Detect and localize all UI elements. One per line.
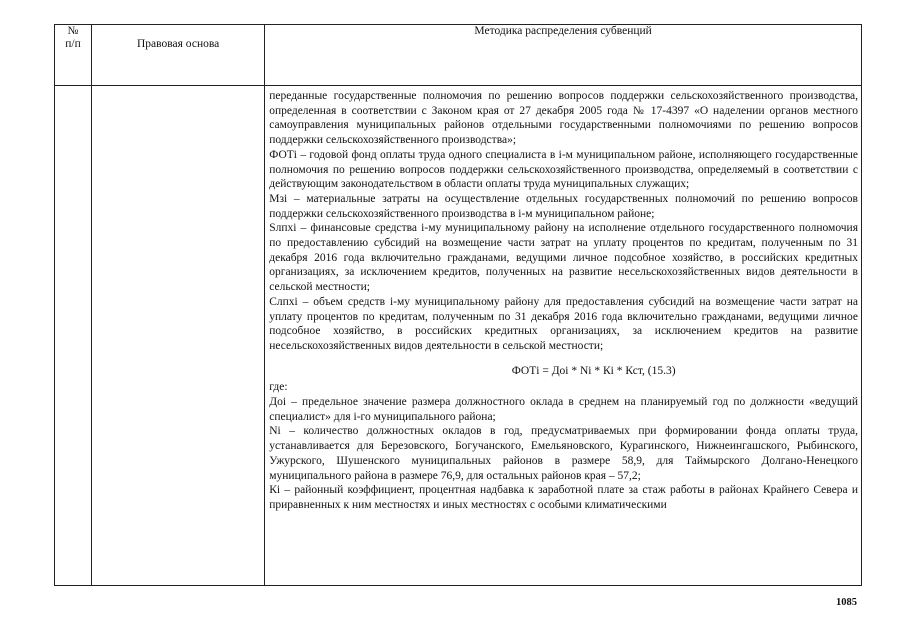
- header-number-line1: №: [67, 25, 79, 37]
- header-number-line2: п/п: [65, 38, 81, 50]
- header-methodology: Методика распределения субвенций: [265, 25, 862, 86]
- legal-basis-cell: [92, 86, 265, 586]
- paragraph-fot: ФОТi – годовой фонд оплаты труда одного специалиста в i-м муниципальном районе, исполняющего государственные полномочия по решению вопросов поддержки сельскохозяйственного производства, определяемый в соответствии с действующим законодательством в области оплаты труда муниципальных служащих;: [269, 148, 858, 191]
- paragraph-k: Кi – районный коэффициент, процентная надбавка к заработной плате за стаж работы в районах Крайнего Севера и приравненных к ним местностях и иных местностях с особыми климатическими: [269, 484, 858, 511]
- formula: ФОТi = Доi * Ni * Кi * Кст, (15.3): [511, 364, 676, 377]
- paragraph-mz: Мзi – материальные затраты на осуществление отдельных государственных полномочий по решению вопросов поддержки сельскохозяйственного производства в i-м муниципальном районе;: [269, 192, 858, 220]
- paragraph-s-lph: Sлпхi – финансовые средства i-му муниципальному району на исполнение отдельного государственного полномочия по предоставлению субсидий на возмещение части затрат на уплату процентов по кредитам, полученным по 31 декабря 2016 года включительно гражданами, ведущими личное подсобное хозяйство, в российских кредитных организациях, за исключением кредитов, полученных на развитие несельскохозяйственных видов деятельности в сельской местности;: [269, 222, 858, 294]
- paragraph-c-lph: Слпхi – объем средств i-му муниципальному району для предоставления субсидий на возмещение части затрат на уплату процентов по кредитам, полученным по 31 декабря 2016 года включительно гражданами, ведущими личное подсобное хозяйство, в российских кредитных организациях, за исключением кредитов на развитие несельскохозяйственных видов деятельности в сельской местности;: [269, 295, 858, 352]
- table-header-row: [55, 25, 862, 86]
- page-number: 1085: [836, 597, 857, 608]
- paragraph-powers: переданные государственные полномочия по решению вопросов поддержки сельскохозяйственного производства, определенная в соответствии с Законом края от 27 декабря 2005 года № 17-4397 «О наделении органов местного самоуправления муниципальных районов отдельными государственными полномочиями по решению вопросов поддержки сельскохозяйственного производства»;: [269, 90, 858, 147]
- header-number: [55, 25, 92, 86]
- header-legal-basis: Правовая основа: [92, 25, 265, 86]
- paragraph-where: где:: [269, 381, 288, 394]
- subvention-table: [54, 24, 862, 586]
- number-cell: [55, 86, 92, 586]
- paragraph-n: Ni – количество должностных окладов в год, предусматриваемых при формировании фонда оплаты труда, устанавливается для Березовского, Богучанского, Емельяновского, Курагинского, Нижнеингашского, Рыбинского, Ужурского, Шушенского муниципальных районов в размере 58,9, для Таймырского Долгано-Ненецкого муниципального района в размере 76,9, для остальных районов края – 57,2;: [269, 425, 858, 482]
- paragraph-do: Доi – предельное значение размера должностного оклада в среднем на планируемый год по должности «ведущий специалист» для i-го муниципального района;: [269, 396, 858, 423]
- methodology-cell: [265, 86, 862, 586]
- table-row: [55, 86, 862, 586]
